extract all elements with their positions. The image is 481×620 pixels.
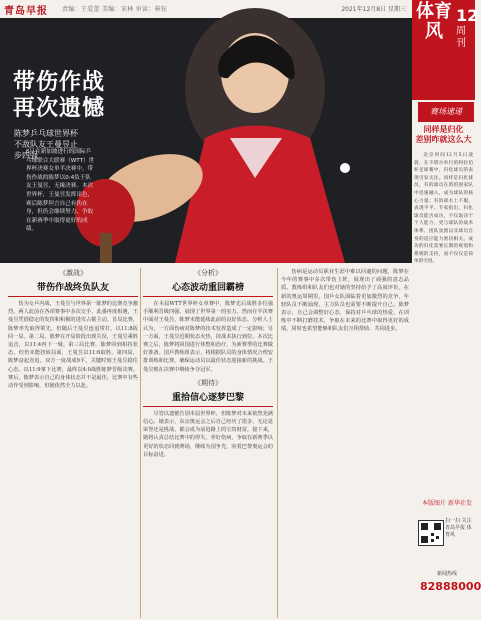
weekly-label: 周刊 (456, 26, 466, 49)
issue-date: 2021年12月8日 星期三 (341, 6, 406, 13)
hotline-number: 82888000 (420, 580, 481, 593)
article-body (143, 410, 273, 459)
qr-caption: 扫一扫 关注 青岛早报 体育风 (445, 518, 472, 538)
section-tag: 《期待》 (194, 378, 222, 387)
photo-credit: 本版图片 新华社发 (422, 500, 472, 507)
sidebar-title-line-1: 同样是归化 (423, 125, 464, 134)
qr-code-icon (418, 520, 444, 546)
section-title: 重拾信心逐梦巴黎 (171, 392, 244, 403)
sidebar-title (412, 125, 475, 145)
article-column-a (8, 268, 138, 390)
sidebar-tag: 赛场速递 (418, 102, 474, 122)
section-tag: 《激战》 (59, 269, 87, 277)
section-brand (412, 0, 479, 100)
qr-code-graphic (419, 521, 443, 545)
paragraph: 在本届WTT世界杯女单赛中，陈梦先后战胜多位强手顺利晋级四强，展现了世界第一的实力。然而在半决赛中面对王曼昱，陈梦未能延续此前的良好状态。分析人士认为，一方面伤病对陈梦的技术发挥造成了一定影响；另一方面，王曼昱近期状态火热，技战术执行到位。本次比赛之后，陈梦将回国进行休整和治疗，为新赛季的比赛做好准备。国乒教练组表示，将根据队员的身体情况合理安排训练和比赛，确保运动员以最佳状态迎接新的挑战。王曼昱则在决赛中继续争夺冠军。 (143, 301, 273, 373)
article-body (143, 300, 273, 374)
column-divider (140, 268, 141, 618)
column-divider (277, 268, 278, 618)
hotline-label: 新闻热线 (436, 571, 457, 577)
sidebar-article (414, 152, 473, 266)
divider (8, 296, 138, 297)
section-tag: 《分析》 (194, 269, 222, 277)
hero-photo (0, 18, 412, 263)
masthead (0, 0, 412, 19)
section-title: 带伤作战终负队友 (36, 283, 109, 293)
headline-line-2: 再次遗憾 (13, 96, 106, 121)
article-column-b (143, 268, 273, 459)
headline (13, 70, 105, 122)
paragraph: 北京时间12月5日凌晨，在卡塔尔举行的阿拉伯杯足球赛中，归化球员的表现引发关注。同样是归化球员，有的球员在新的国家队中迅速融入，成为球队的核心力量；有的却水土不服，表现平平。专家指出，归化球员能否成功，不仅取决于个人能力，更与球队的战术体系、团队氛围以及球员自身的适应能力密切相关。成功的归化需要长期的规划和系统的支持，而不仅仅是简单的引进。 (414, 153, 473, 265)
article-column-c (281, 268, 409, 334)
section-name: 体育风 (416, 1, 452, 42)
lead-paragraph: 6日在新加坡进行的国际乒乓球联合大联赛（WTT）世界杯决赛女单半决赛中，带伤作战的陈梦以0:4负于队友王曼昱，无缘决赛。本次世界杯，王曼昱发挥出色，赛后陈梦坦言自己有伤在身，但仍会继续努力，争取在新赛季中取得更好的成绩。 (26, 149, 95, 233)
headline-line-1: 带伤作战 (13, 70, 106, 95)
subheadline: 陈梦乒乓球世界杯不敌队友王曼昱止步四强 (14, 129, 78, 160)
paragraph: 尽管以遗憾告别本届世界杯，但陈梦对未来依然充满信心。她表示，东京奥运会之后自己经历了很多，无论是荣誉还是挑战，都会成为前进路上的宝贵财富。接下来，她将认真总结比赛中的得失，养好伤病，争取在新赛季以更好的状态回到赛场，继续为国争光，向着巴黎奥运会的目标奋进。 (143, 410, 273, 458)
paragraph: 伤为女乒内战，王曼昱与世界第一陈梦的比赛竞争激烈。两人此前在各项赛事中多次交手，此番再度相遇，王曼昱凭借稳定的发挥和积极的进攻占据主动。首局比赛，陈梦率先取得领先，但随后王曼昱连追带打，以11:8扳回一局。第二局，陈梦在开局阶段出现失误，王曼昱乘胜追击，以11:4再下一城。第三局比赛，陈梦回到相持状态，但仍未能扭转局面，王曼昱以11:6取胜。第四局，陈梦奋起直追，双方一度战成9平，关键时刻王曼昱稳住心态，以11:9拿下比赛，最终以4:0战胜陈梦晋级决赛。赛后，陈梦表示自己的身体状态并不是最佳，比赛中有些动作受到影响，但她依然全力以赴。 (8, 301, 138, 390)
article-body (8, 300, 138, 390)
editor-credits: 责编：王爱蕾 美编：宋林 审读：崔钰 (62, 6, 168, 13)
newspaper-logo: 青岛早报 (4, 6, 48, 17)
section-title: 心态波动重回霸榜 (171, 283, 244, 293)
weekly-number: 12 (456, 6, 479, 25)
divider (143, 406, 273, 407)
sidebar-title-line-2: 差别咋就这么大 (415, 135, 472, 144)
paragraph: 伤病是运动员职业生涯中难以回避的问题，陈梦在今年的赛事中多次带伤上阵，展现出了顽强的意志品质。教练组和队友们也对她的坚持给予了高度评价。在新的奥运周期里，国乒女队面临着更加激烈的竞争，年轻队员不断涌现，主力队员也需要不断提升自己。陈梦表示，自己会调整好心态，保持对乒乓球的热爱，在训练中不断打磨技术，争取在未来的比赛中取得更好的成绩，同时也希望能够和队友们互相帮助、共同进步。 (281, 269, 409, 333)
divider (143, 296, 273, 297)
article-body (281, 268, 409, 334)
